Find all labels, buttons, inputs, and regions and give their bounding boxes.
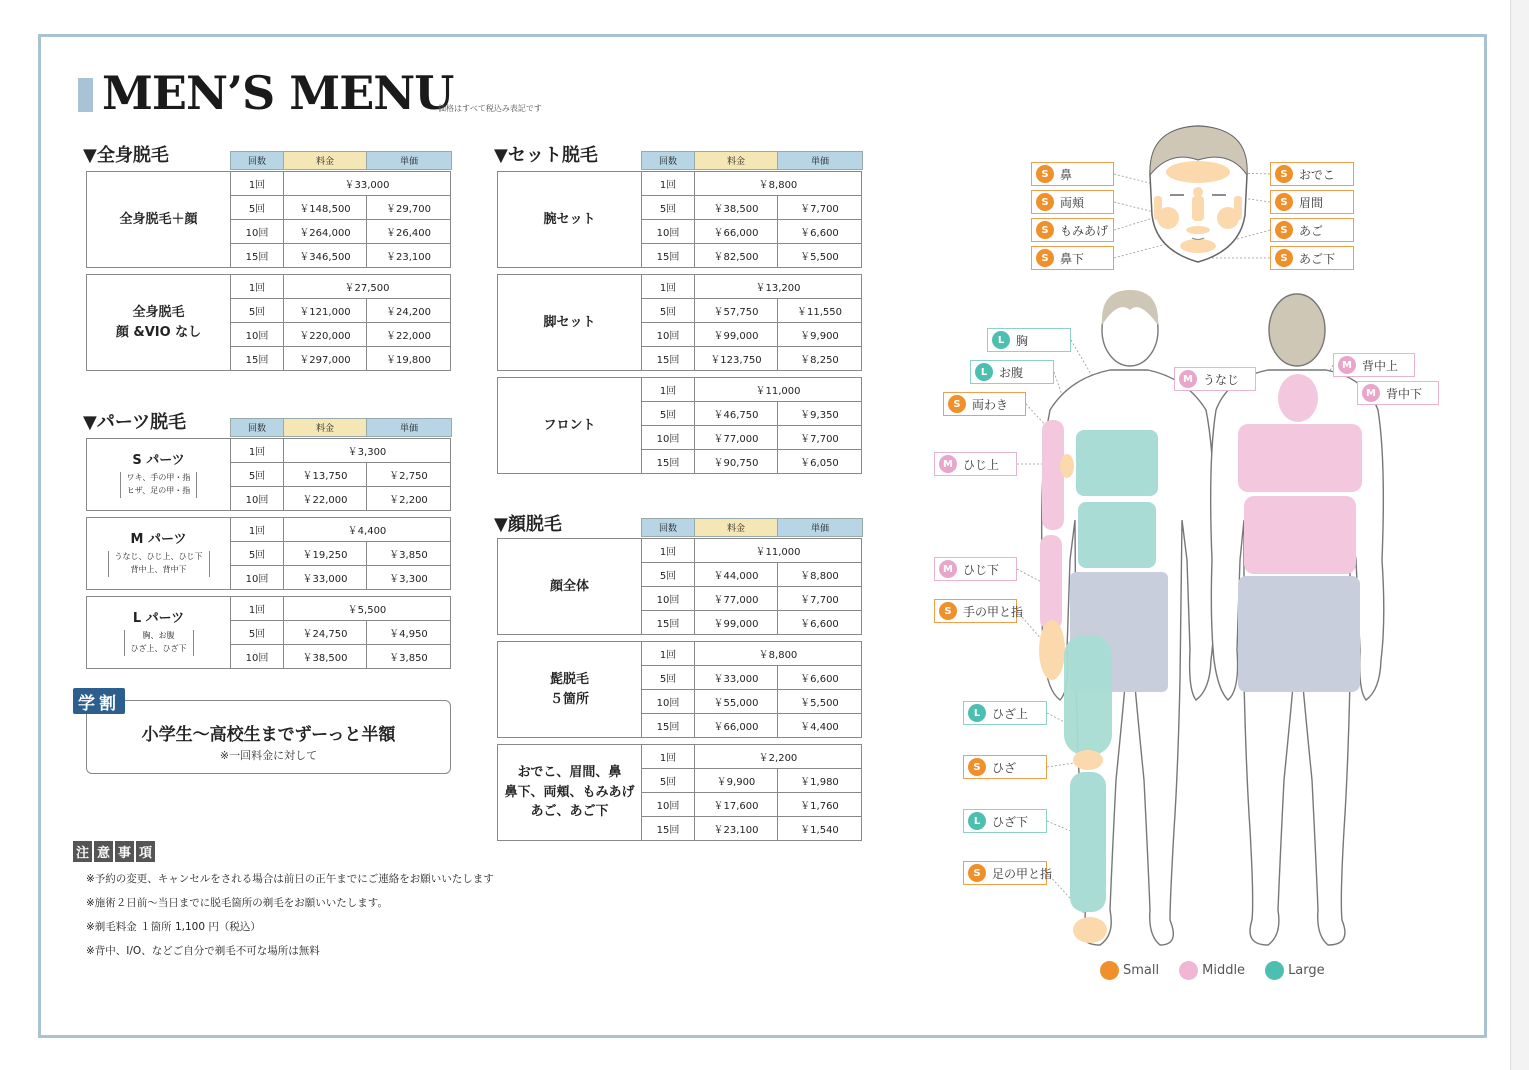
- body-area-name: 胸: [1016, 333, 1029, 348]
- plan-name: おでこ、眉間、鼻: [517, 765, 622, 781]
- price-unit: ￥1,980: [800, 777, 839, 788]
- session-count: 10回: [231, 323, 284, 346]
- session-count: 15回: [231, 347, 284, 370]
- price-unit: ￥22,000: [386, 331, 431, 342]
- size-badge: M: [1338, 356, 1356, 374]
- plan-includes-line: 背中上、背中下: [130, 565, 187, 575]
- legend-label: Large: [1288, 963, 1325, 978]
- column-unit: 単価: [778, 519, 862, 536]
- plan-name: 腕セット: [543, 211, 596, 227]
- size-badge: L: [968, 812, 986, 830]
- size-badge: S: [1036, 193, 1054, 211]
- session-count: 5回: [231, 542, 284, 565]
- price-unit: ￥1,760: [800, 801, 839, 812]
- body-area-name: うなじ: [1203, 372, 1240, 387]
- notes-badge-char: 注: [73, 841, 92, 862]
- plan-name: 全身脱毛: [132, 305, 185, 320]
- column-unit: 単価: [778, 152, 862, 169]
- body-area-name: ひざ上: [992, 706, 1029, 721]
- price-fee: ￥264,000: [284, 220, 367, 243]
- column-count: 回数: [231, 419, 284, 436]
- session-count: 1回: [231, 172, 284, 195]
- price-fee: ￥82,500: [695, 244, 778, 267]
- body-area-label: [963, 701, 1047, 725]
- size-badge: S: [1036, 249, 1054, 267]
- body-area-name: 両頬: [1060, 195, 1085, 210]
- column-count: 回数: [642, 152, 695, 169]
- price-fee: ￥22,000: [284, 487, 367, 510]
- column-fee: 料金: [284, 419, 367, 436]
- price-fee: ￥99,000: [695, 611, 778, 634]
- size-badge: S: [1275, 193, 1293, 211]
- size-badge: L: [975, 363, 993, 381]
- price-fee: ￥2,200: [758, 753, 798, 764]
- plan-includes-line: ひざ上、ひざ下: [130, 644, 187, 654]
- price-unit: ￥6,050: [800, 458, 839, 469]
- size-badge: S: [1036, 221, 1054, 239]
- session-count: 5回: [231, 196, 284, 219]
- price-fee: ￥346,500: [284, 244, 367, 267]
- session-count: 15回: [642, 244, 695, 267]
- price-fee: ￥46,750: [695, 402, 778, 425]
- legend-item-middle: [1179, 961, 1245, 980]
- column-unit: 単価: [367, 419, 451, 436]
- session-count: 10回: [231, 220, 284, 243]
- session-count: 5回: [642, 666, 695, 689]
- size-badge: M: [939, 455, 957, 473]
- body-area-label: [1031, 218, 1114, 242]
- session-count: 5回: [231, 621, 284, 644]
- body-area-label: [1031, 190, 1114, 214]
- price-fee: ￥33,000: [695, 666, 778, 689]
- price-fee: ￥33,000: [344, 180, 390, 191]
- session-count: 15回: [642, 450, 695, 473]
- session-count: 1回: [642, 745, 695, 768]
- body-area-name: ひざ下: [992, 814, 1029, 829]
- price-unit: ￥1,540: [800, 825, 839, 836]
- price-fee: ￥66,000: [695, 714, 778, 737]
- section-heading-face: ▼顔脱毛: [494, 514, 562, 535]
- notes-badge-char: 事: [115, 841, 134, 862]
- column-count: 回数: [642, 519, 695, 536]
- body-area-label: [1031, 162, 1114, 186]
- price-fee: ￥9,900: [695, 769, 778, 792]
- student-discount-badge: 学割: [73, 688, 125, 714]
- tax-note: 価格はすべて税込み表記です: [438, 104, 542, 113]
- session-count: 15回: [642, 817, 695, 840]
- note-item: ※背中、I/O、などご自分で剃毛不可な場所は無料: [86, 945, 320, 957]
- plan-name: 全身脱毛＋顔: [119, 211, 198, 227]
- size-badge: M: [1179, 370, 1197, 388]
- price-unit: ￥9,350: [800, 410, 839, 421]
- plan-name-line2: 顔 &VIO なし: [115, 324, 202, 340]
- session-count: 10回: [642, 426, 695, 449]
- size-badge: M: [939, 560, 957, 578]
- body-area-label: [1270, 218, 1354, 242]
- session-count: 10回: [642, 793, 695, 816]
- plan-name: フロント: [543, 417, 596, 433]
- column-fee: 料金: [695, 519, 778, 536]
- price-fee: ￥17,600: [695, 793, 778, 816]
- student-discount-text: 小学生〜高校生までずーっと半額: [141, 725, 396, 745]
- price-unit: ￥7,700: [800, 595, 839, 606]
- body-area-name: あご: [1299, 223, 1324, 238]
- session-count: 5回: [642, 402, 695, 425]
- session-count: 10回: [642, 690, 695, 713]
- session-count: 10回: [642, 587, 695, 610]
- body-area-label: [934, 557, 1017, 581]
- price-fee: ￥121,000: [284, 299, 367, 322]
- price-fee: ￥90,750: [695, 450, 778, 473]
- body-area-label: [963, 755, 1047, 779]
- price-unit: ￥6,600: [800, 228, 839, 239]
- legend-label: Middle: [1202, 963, 1246, 978]
- price-fee: ￥148,500: [284, 196, 367, 219]
- size-badge: L: [968, 704, 986, 722]
- price-fee: ￥19,250: [284, 542, 367, 565]
- price-fee: ￥38,500: [284, 645, 367, 668]
- note-item: ※剃毛料金 １箇所 1,100 円（税込）: [86, 921, 261, 933]
- plan-name-line2: 鼻下、両頬、もみあげ: [504, 784, 635, 800]
- session-count: 15回: [642, 347, 695, 370]
- size-badge: L: [992, 331, 1010, 349]
- body-area-label: [1270, 190, 1354, 214]
- price-fee: ￥38,500: [695, 196, 778, 219]
- size-badge: S: [1275, 165, 1293, 183]
- body-area-label: [1270, 246, 1354, 270]
- session-count: 10回: [642, 220, 695, 243]
- price-fee: ￥220,000: [284, 323, 367, 346]
- body-area-name: ひじ上: [963, 457, 1000, 472]
- price-unit: ￥5,500: [800, 252, 839, 263]
- plan-name-line3: あご、あご下: [530, 804, 609, 820]
- price-unit: ￥3,850: [389, 653, 428, 664]
- plan-name: 脚セット: [543, 314, 596, 330]
- size-badge: S: [939, 602, 957, 620]
- session-count: 10回: [642, 323, 695, 346]
- price-unit: ￥7,700: [800, 434, 839, 445]
- session-count: 15回: [642, 714, 695, 737]
- session-count: 1回: [231, 439, 284, 462]
- body-area-label: [1174, 367, 1256, 391]
- body-area-name: 鼻下: [1060, 251, 1085, 266]
- price-unit: ￥24,200: [386, 307, 431, 318]
- plan-includes-line: ヒザ、足の甲・指: [126, 486, 191, 496]
- price-fee: ￥77,000: [695, 426, 778, 449]
- session-count: 10回: [231, 645, 284, 668]
- price-unit: ￥23,100: [386, 252, 431, 263]
- section-heading-parts: ▼パーツ脱毛: [83, 412, 187, 433]
- size-legend: [1100, 961, 1325, 980]
- notes-badge-char: 項: [136, 841, 155, 862]
- body-area-name: ひざ: [992, 760, 1017, 775]
- plan-name: 顔全体: [549, 578, 589, 594]
- face-illustration: [1150, 126, 1247, 262]
- legend-item-large: [1265, 961, 1325, 980]
- session-count: 1回: [642, 172, 695, 195]
- legend-dot-large: [1265, 961, 1284, 980]
- price-unit: ￥11,550: [797, 307, 842, 318]
- plan-includes-line: ワキ、手の甲・指: [126, 473, 191, 483]
- price-unit: ￥6,600: [800, 674, 839, 685]
- note-item: ※予約の変更、キャンセルをされる場合は前日の正午までにご連絡をお願いいたします: [86, 873, 494, 885]
- body-area-name: 眉間: [1299, 195, 1324, 210]
- size-badge: S: [948, 395, 966, 413]
- price-fee: ￥24,750: [284, 621, 367, 644]
- body-area-label: [934, 452, 1017, 476]
- price-unit: ￥26,400: [386, 228, 431, 239]
- price-fee: ￥23,100: [695, 817, 778, 840]
- price-fee: ￥11,000: [755, 386, 801, 397]
- plan-name: 髭脱毛: [549, 672, 589, 687]
- session-count: 1回: [231, 597, 284, 620]
- legend-dot-small: [1100, 961, 1119, 980]
- plan-name-line2: ５箇所: [549, 691, 589, 707]
- body-area-name: 足の甲と指: [992, 866, 1053, 881]
- price-unit: ￥19,800: [386, 355, 431, 366]
- legend-dot-middle: [1179, 961, 1198, 980]
- price-unit: ￥8,800: [800, 571, 839, 582]
- session-count: 1回: [642, 275, 695, 298]
- price-fee: ￥123,750: [695, 347, 778, 370]
- price-unit: ￥3,850: [389, 550, 428, 561]
- price-unit: ￥29,700: [386, 204, 431, 215]
- session-count: 5回: [642, 563, 695, 586]
- session-count: 15回: [642, 611, 695, 634]
- price-fee: ￥4,400: [347, 526, 387, 537]
- session-count: 5回: [642, 299, 695, 322]
- price-unit: ￥2,200: [389, 495, 428, 506]
- body-area-name: 両わき: [972, 397, 1009, 412]
- body-area-name: 背中上: [1362, 358, 1399, 373]
- size-badge: S: [1275, 249, 1293, 267]
- plan-name: L パーツ: [132, 610, 185, 626]
- size-badge: S: [1036, 165, 1054, 183]
- price-unit: ￥4,400: [800, 722, 839, 733]
- body-area-label: [963, 861, 1053, 885]
- session-count: 10回: [231, 487, 284, 510]
- body-area-label: [1333, 353, 1415, 377]
- page-title: MEN’S MENU: [102, 66, 454, 120]
- session-count: 1回: [642, 539, 695, 562]
- session-count: 10回: [231, 566, 284, 589]
- column-fee: 料金: [695, 152, 778, 169]
- session-count: 5回: [642, 196, 695, 219]
- body-area-label: [1357, 381, 1439, 405]
- price-unit: ￥9,900: [800, 331, 839, 342]
- body-area-name: 背中下: [1386, 386, 1423, 401]
- session-count: 5回: [231, 463, 284, 486]
- price-fee: ￥8,800: [758, 180, 798, 191]
- price-fee: ￥13,200: [755, 283, 801, 294]
- price-unit: ￥4,950: [389, 629, 428, 640]
- price-fee: ￥55,000: [695, 690, 778, 713]
- price-unit: ￥5,500: [800, 698, 839, 709]
- price-fee: ￥5,500: [347, 605, 387, 616]
- price-fee: ￥8,800: [758, 650, 798, 661]
- price-fee: ￥57,750: [695, 299, 778, 322]
- column-count: 回数: [231, 152, 284, 169]
- plan-name: S パーツ: [132, 452, 185, 468]
- legend-label: Small: [1123, 963, 1160, 978]
- session-count: 15回: [231, 244, 284, 267]
- price-fee: ￥3,300: [347, 447, 387, 458]
- session-count: 1回: [642, 642, 695, 665]
- price-unit: ￥7,700: [800, 204, 839, 215]
- body-area-name: もみあげ: [1060, 223, 1109, 238]
- body-area-name: 鼻: [1060, 167, 1073, 182]
- price-fee: ￥66,000: [695, 220, 778, 243]
- session-count: 1回: [231, 518, 284, 541]
- price-fee: ￥27,500: [344, 283, 390, 294]
- student-discount-note: ※一回料金に対して: [219, 749, 318, 762]
- price-fee: ￥99,000: [695, 323, 778, 346]
- body-area-label: [970, 360, 1054, 384]
- legend-item-small: [1100, 961, 1159, 980]
- body-area-label: [1270, 162, 1354, 186]
- plan-includes-line: うなじ、ひじ上、ひじ下: [114, 552, 203, 562]
- price-unit: ￥2,750: [389, 471, 428, 482]
- session-count: 5回: [231, 299, 284, 322]
- price-unit: ￥3,300: [389, 574, 428, 585]
- body-area-name: ひじ下: [963, 562, 1000, 577]
- price-unit: ￥6,600: [800, 619, 839, 630]
- session-count: 5回: [642, 769, 695, 792]
- plan-includes-line: 胸、お腹: [142, 631, 175, 641]
- body-area-name: 手の甲と指: [963, 604, 1024, 619]
- session-count: 1回: [231, 275, 284, 298]
- price-unit: ￥8,250: [800, 355, 839, 366]
- size-badge: S: [968, 758, 986, 776]
- body-area-name: おでこ: [1299, 167, 1335, 182]
- body-area-label: [987, 328, 1071, 352]
- section-heading-set: ▼セット脱毛: [494, 145, 598, 166]
- column-fee: 料金: [284, 152, 367, 169]
- column-unit: 単価: [367, 152, 451, 169]
- body-area-label: [963, 809, 1047, 833]
- size-badge: M: [1362, 384, 1380, 402]
- section-heading-whole-body: ▼全身脱毛: [83, 145, 169, 166]
- note-item: ※施術２日前〜当日までに脱毛箇所の剃毛をお願いいたします。: [86, 897, 388, 909]
- notes-badge-char: 意: [94, 841, 113, 862]
- body-area-name: お腹: [999, 365, 1024, 380]
- price-fee: ￥13,750: [284, 463, 367, 486]
- body-area-label: [943, 392, 1026, 416]
- body-area-label: [934, 599, 1024, 623]
- body-area-name: あご下: [1299, 251, 1336, 266]
- price-fee: ￥44,000: [695, 563, 778, 586]
- plan-name: M パーツ: [130, 531, 187, 547]
- size-badge: S: [968, 864, 986, 882]
- body-area-label: [1031, 246, 1114, 270]
- price-fee: ￥297,000: [284, 347, 367, 370]
- size-badge: S: [1275, 221, 1293, 239]
- price-fee: ￥11,000: [755, 547, 801, 558]
- price-fee: ￥33,000: [284, 566, 367, 589]
- price-fee: ￥77,000: [695, 587, 778, 610]
- session-count: 1回: [642, 378, 695, 401]
